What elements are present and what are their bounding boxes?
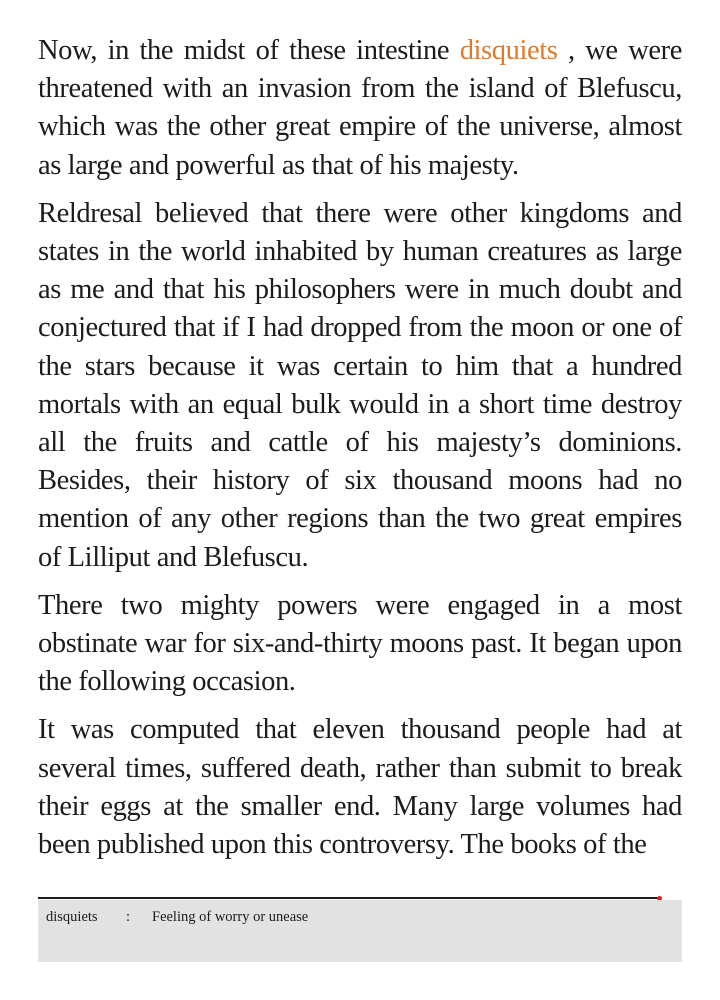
glossary-term: disquiets	[46, 909, 98, 925]
glossary-separator: :	[126, 909, 131, 925]
paragraph-2: Reldresal believed that there were other kingdoms and states in the world inhabited by human creatures as large as me and that his philosophers were in much doubt and conjectured that if I had dropped from the moon or one of the stars because it was certain to him that a hundred mortals with an equal bulk would in a short time destroy all the fruits and cattle of his majesty’s dominions. Besides, their history of six thousand moons had no mention of any other regions than the two great empires of Lilliput and Blefuscu.	[38, 197, 682, 573]
footnote-rule	[38, 897, 658, 899]
glossary-definition: Feeling of worry or unease	[152, 909, 309, 925]
glossary-entry	[46, 909, 308, 926]
body-text	[38, 32, 682, 874]
paragraph-1	[38, 32, 682, 185]
paragraph-4: It was computed that eleven thousand people had at several times, suffered death, rather than submit to break their eggs at the smaller end. Many large volumes had been published upon this controversy. The books of the	[38, 714, 682, 861]
glossary-box	[38, 900, 682, 962]
paragraph-1-after: , we were threatened with an invasion from the island of Blefuscu, which was the other great empire of the universe, almost as large and powerful as that of his majesty.	[38, 35, 682, 181]
paragraph-1-before: Now, in the midst of these intestine	[38, 35, 460, 66]
glossary-term-highlight: disquiets	[459, 35, 558, 66]
paragraph-3: There two mighty powers were engaged in a most obstinate war for six-and-thirty moons past. It began upon the following occasion.	[38, 589, 682, 698]
